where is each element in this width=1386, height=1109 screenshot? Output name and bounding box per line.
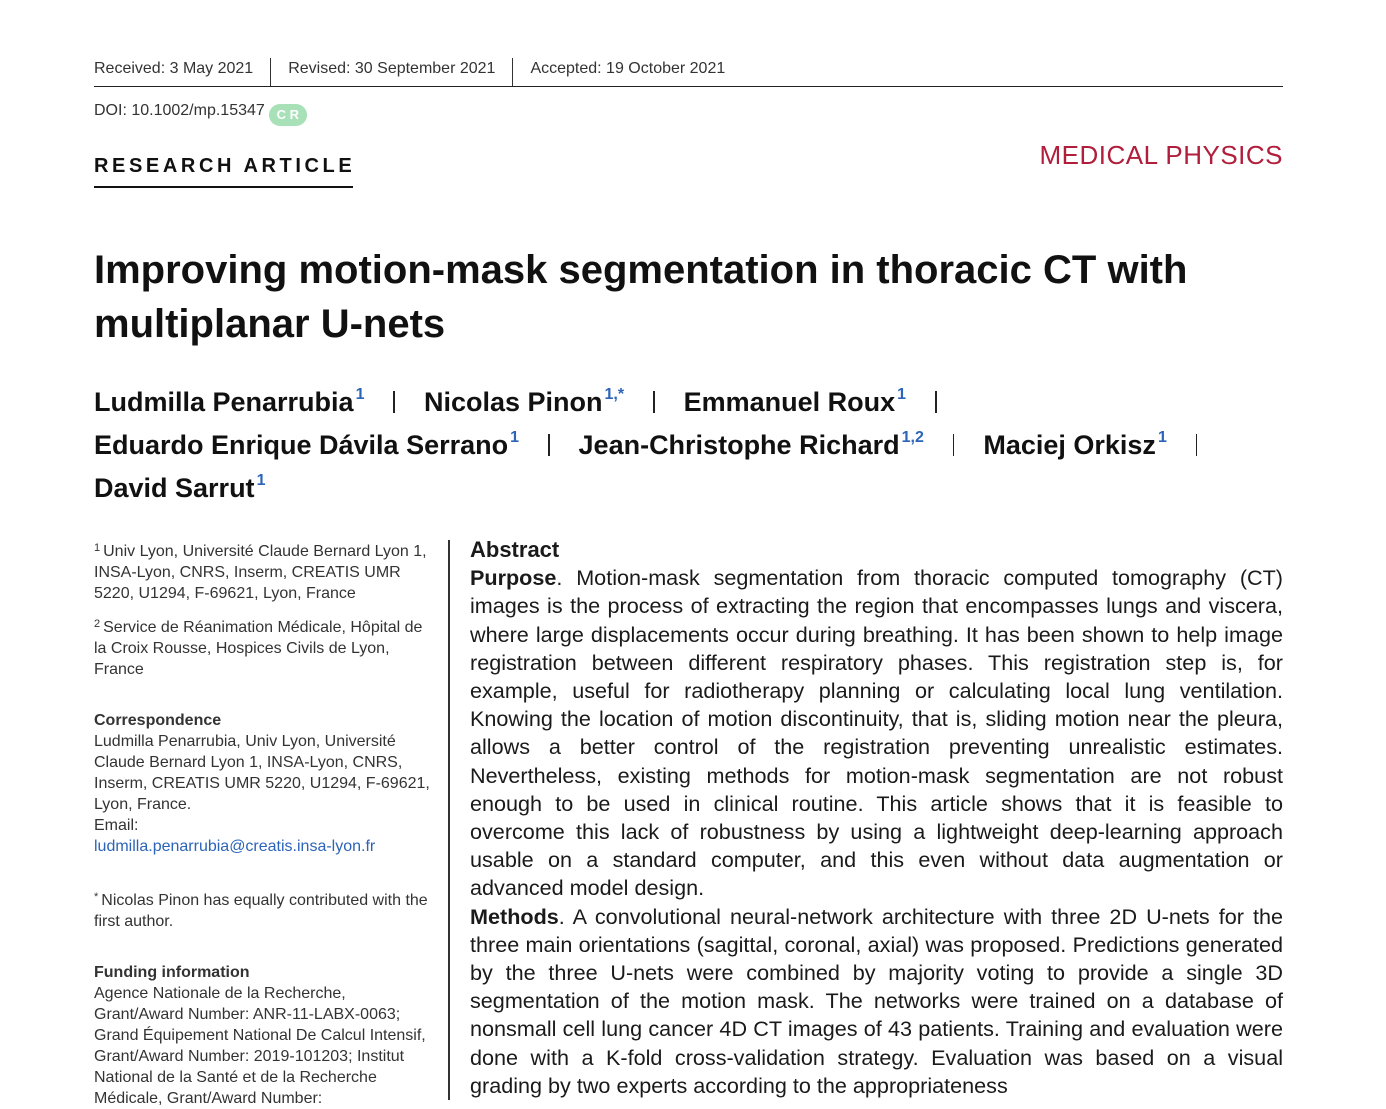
- abstract: [470, 536, 1283, 1100]
- author[interactable]: David Sarrut $^1$: [94, 471, 266, 503]
- footnote: * Nicolas Pinon has equally contributed with the first author.: [94, 891, 428, 930]
- crossmark-icon[interactable]: C R: [269, 104, 307, 126]
- column-divider: [448, 540, 450, 1100]
- date-divider: [512, 58, 513, 86]
- author-divider: [548, 434, 550, 456]
- doi-link[interactable]: DOI: 10.1002/mp.15347: [94, 102, 265, 119]
- footnote-text: Nicolas Pinon has equally contributed with the first author.: [94, 892, 428, 930]
- correspondence-block: [94, 710, 434, 857]
- author-divider: [935, 391, 937, 413]
- author-divider: [953, 434, 955, 456]
- received-date: Received: 3 May 2021: [94, 60, 254, 77]
- author-divider: [1196, 434, 1198, 456]
- journal-name: MEDICAL PHYSICS: [1039, 140, 1283, 170]
- article-sidebar: [94, 538, 434, 1109]
- author-divider: [653, 391, 655, 413]
- correspondence-address: Ludmilla Penarrubia, Univ Lyon, Université Claude Bernard Lyon 1, INSA-Lyon, CNRS, Inserm, CREATIS UMR 5220, U1294, F-69621, Lyon, France.: [94, 733, 430, 813]
- email-link[interactable]: ludmilla.penarrubia@creatis.insa-lyon.fr: [94, 838, 376, 855]
- author[interactable]: Emmanuel Roux $^1$: [683, 385, 907, 417]
- author-divider: [393, 391, 395, 413]
- correspondence-heading: Correspondence: [94, 712, 222, 729]
- article-type-underline: [94, 186, 353, 188]
- author[interactable]: Eduardo Enrique Dávila Serrano $^1$: [94, 428, 520, 460]
- funding-text: Agence Nationale de la Recherche, Grant/Award Number: ANR-11-LABX-0063; Grand Équipement National De Calcul Intensif, Grant/Award Number: 2019-101203; Institut National de la Santé et de la Recherche Médicale, Grant/Award Number:: [94, 985, 426, 1107]
- affiliation: $^1$ Univ Lyon, Université Claude Bernard Lyon 1, INSA-Lyon, CNRS, Inserm, CREATIS UMR 5220, U1294, F-69621, Lyon, France: [94, 542, 427, 602]
- date-divider: [270, 58, 271, 86]
- author[interactable]: Ludmilla Penarrubia $^1$: [94, 385, 365, 417]
- funding-heading: Funding information: [94, 964, 250, 981]
- doi-line: [94, 96, 307, 126]
- purpose-label: Purpose: [470, 565, 557, 591]
- author[interactable]: Maciej Orkisz $^1$: [983, 428, 1167, 460]
- publication-dates: [94, 58, 1283, 87]
- abstract-methods: Methods. A convolutional neural-network architecture with three 2D U-nets for the three main orientations (sagittal, coronal, axial) was proposed. Predictions generated by the three U-nets were combined by majority voting to provide a single 3D segmentation of the motion mask. The networks were trained on a database of nonsmall cell lung cancer 4D CT images of 43 patients. Training and evaluation were done with a K-fold cross-validation strategy. Evaluation was based on a visual grading by two experts according to the appropriateness: [470, 903, 1283, 1098]
- funding-block: [94, 962, 434, 1109]
- article-type: RESEARCH ARTICLE: [94, 155, 356, 177]
- author[interactable]: Nicolas Pinon $^{1,*}$: [423, 385, 625, 417]
- email-label: Email:: [94, 817, 139, 834]
- paper-title: Improving motion-mask segmentation in thoracic CT with multiplanar U-nets: [94, 248, 1188, 346]
- author-list: [94, 380, 1294, 509]
- revised-date: Revised: 30 September 2021: [288, 60, 496, 77]
- abstract-purpose: Purpose. Motion-mask segmentation from thoracic computed tomography (CT) images is the process of extracting the region that encompasses lungs and viscera, where large displacements occur during breathing. It has been shown to help image registration between different respiratory phases. This registration step is, for example, useful for radiotherapy planning or calculating local lung ventilation. Knowing the location of motion discontinuity, that is, sliding motion near the pleura, allows a better control of the registration preventing unrealistic estimates. Nevertheless, existing methods for motion-mask segmentation are not robust enough to be used in clinical routine. This article shows that it is feasible to overcome this lack of robustness by using a lightweight deep-learning approach usable on a standard computer, and this even without data augmentation or advanced model design.: [470, 565, 1283, 901]
- author[interactable]: Jean-Christophe Richard $^{1,2}$: [578, 428, 924, 460]
- affiliation: $^2$ Service de Réanimation Médicale, Hôpital de la Croix Rousse, Hospices Civils de Lyon, France: [94, 618, 423, 678]
- accepted-date: Accepted: 19 October 2021: [530, 60, 726, 77]
- methods-label: Methods: [470, 903, 559, 929]
- abstract-heading: Abstract: [470, 537, 560, 562]
